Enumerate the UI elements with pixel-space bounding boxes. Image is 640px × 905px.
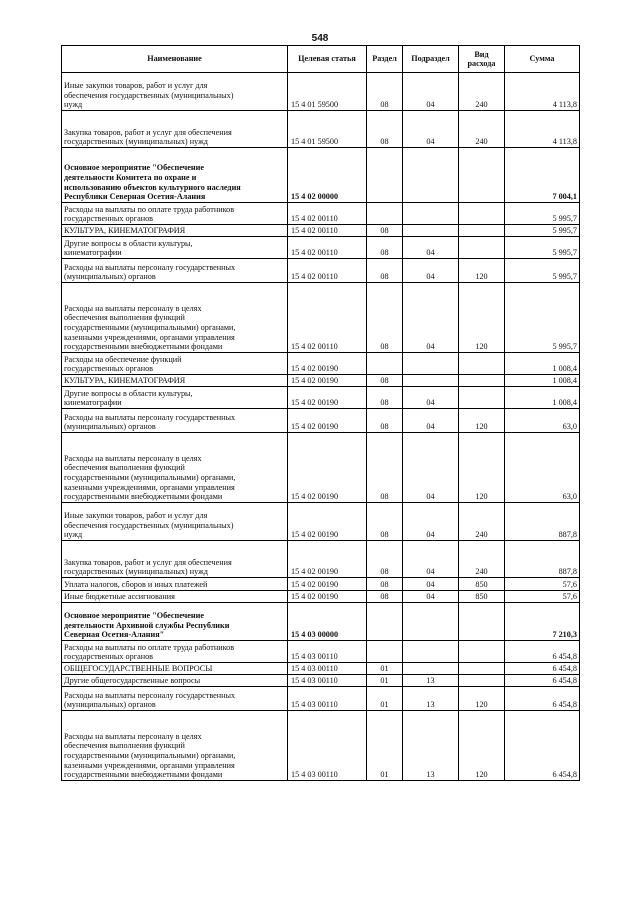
row-target-article-cell: 15 4 02 00190 — [288, 409, 367, 433]
row-name-cell: Расходы на выплаты персоналу в целях обеспечения выполнения функций государственными (муниципальными) органами, казенными учреждениями, органами управления государственными внебюджетными фондами — [62, 283, 288, 353]
row-target-article-cell: 15 4 02 00190 — [288, 353, 367, 375]
row-subsection-cell: 04 — [403, 433, 459, 503]
row-expense-type-cell — [459, 675, 505, 687]
row-target-article-cell: 15 4 01 59500 — [288, 73, 367, 111]
row-subsection-cell: 13 — [403, 675, 459, 687]
row-target-article-cell: 15 4 03 00110 — [288, 641, 367, 663]
row-sum-cell: 1 008,4 — [505, 387, 580, 409]
row-subsection-cell — [403, 375, 459, 387]
table-row — [62, 687, 580, 711]
row-subsection-cell: 04 — [403, 73, 459, 111]
row-section-cell — [367, 203, 403, 225]
row-target-article-cell: 15 4 02 00190 — [288, 541, 367, 578]
row-expense-type-cell: 850 — [459, 578, 505, 591]
row-subsection-cell: 04 — [403, 503, 459, 541]
table-row — [62, 225, 580, 237]
table-row — [62, 541, 580, 578]
row-name-cell: Уплата налогов, сборов и иных платежей — [62, 578, 288, 591]
table-row — [62, 641, 580, 663]
row-expense-type-cell — [459, 203, 505, 225]
row-sum-cell: 1 008,4 — [505, 375, 580, 387]
row-expense-type-cell — [459, 375, 505, 387]
row-name-cell: Другие вопросы в области культуры, кинематографии — [62, 237, 288, 259]
row-sum-cell: 5 995,7 — [505, 225, 580, 237]
row-section-cell: 08 — [367, 237, 403, 259]
row-name-cell: Расходы на выплаты персоналу государственных (муниципальных) органов — [62, 687, 288, 711]
row-subsection-cell: 04 — [403, 387, 459, 409]
row-expense-type-cell: 120 — [459, 283, 505, 353]
row-subsection-cell: 04 — [403, 591, 459, 603]
row-expense-type-cell — [459, 237, 505, 259]
table-row — [62, 375, 580, 387]
row-section-cell: 08 — [367, 409, 403, 433]
header-target-article: Целевая статья — [288, 46, 367, 73]
row-expense-type-cell — [459, 603, 505, 641]
row-target-article-cell: 15 4 02 00190 — [288, 433, 367, 503]
row-subsection-cell — [403, 663, 459, 675]
row-name-cell: КУЛЬТУРА, КИНЕМАТОГРАФИЯ — [62, 225, 288, 237]
row-target-article-cell: 15 4 02 00190 — [288, 387, 367, 409]
row-name-cell: Основное мероприятие "Обеспечение деятельности Комитета по охране и использованию объектов культурного наследия Республики Северная Осетия-Алания — [62, 148, 288, 203]
row-sum-cell: 57,6 — [505, 578, 580, 591]
table-row — [62, 111, 580, 148]
row-section-cell: 08 — [367, 541, 403, 578]
row-subsection-cell — [403, 603, 459, 641]
row-expense-type-cell: 120 — [459, 409, 505, 433]
row-target-article-cell: 15 4 03 00110 — [288, 663, 367, 675]
table-row — [62, 73, 580, 111]
row-target-article-cell: 15 4 01 59500 — [288, 111, 367, 148]
budget-table — [61, 45, 580, 781]
row-target-article-cell: 15 4 02 00110 — [288, 283, 367, 353]
row-name-cell: Другие вопросы в области культуры, кинематографии — [62, 387, 288, 409]
row-section-cell: 01 — [367, 663, 403, 675]
row-name-cell: Расходы на выплаты персоналу в целях обеспечения выполнения функций государственными (муниципальными) органами, казенными учреждениями, органами управления государственными внебюджетными фондами — [62, 711, 288, 781]
row-name-cell: Расходы на выплаты по оплате труда работников государственных органов — [62, 203, 288, 225]
header-subsection: Подраздел — [403, 46, 459, 73]
table-row — [62, 237, 580, 259]
row-section-cell: 08 — [367, 375, 403, 387]
row-name-cell: Расходы на выплаты персоналу государственных (муниципальных) органов — [62, 259, 288, 283]
row-subsection-cell — [403, 641, 459, 663]
row-section-cell — [367, 603, 403, 641]
row-subsection-cell — [403, 148, 459, 203]
row-target-article-cell: 15 4 02 00110 — [288, 203, 367, 225]
row-section-cell — [367, 148, 403, 203]
row-section-cell — [367, 353, 403, 375]
row-subsection-cell: 04 — [403, 259, 459, 283]
row-target-article-cell: 15 4 03 00110 — [288, 675, 367, 687]
table-row — [62, 433, 580, 503]
row-name-cell: Основное мероприятие "Обеспечение деятельности Архивной службы Республики Северная Осетия-Алания" — [62, 603, 288, 641]
table-row — [62, 663, 580, 675]
row-sum-cell: 5 995,7 — [505, 237, 580, 259]
row-section-cell: 08 — [367, 259, 403, 283]
row-sum-cell: 63,0 — [505, 409, 580, 433]
table-row — [62, 603, 580, 641]
row-sum-cell: 6 454,8 — [505, 711, 580, 781]
row-name-cell: Расходы на обеспечение функций государственных органов — [62, 353, 288, 375]
header-name: Наименование — [62, 46, 288, 73]
table-row — [62, 711, 580, 781]
row-target-article-cell: 15 4 02 00110 — [288, 225, 367, 237]
row-name-cell: Иные закупки товаров, работ и услуг для обеспечения государственных (муниципальных) нужд — [62, 503, 288, 541]
row-expense-type-cell: 240 — [459, 73, 505, 111]
row-name-cell: Иные бюджетные ассигнования — [62, 591, 288, 603]
row-name-cell: Расходы на выплаты персоналу в целях обеспечения выполнения функций государственными (муниципальными) органами, казенными учреждениями, органами управления государственными внебюджетными фондами — [62, 433, 288, 503]
row-section-cell: 08 — [367, 283, 403, 353]
row-target-article-cell: 15 4 02 00190 — [288, 578, 367, 591]
row-target-article-cell: 15 4 03 00110 — [288, 711, 367, 781]
row-section-cell: 08 — [367, 503, 403, 541]
table-row — [62, 283, 580, 353]
row-target-article-cell: 15 4 03 00000 — [288, 603, 367, 641]
row-name-cell: Закупка товаров, работ и услуг для обеспечения государственных (муниципальных) нужд — [62, 111, 288, 148]
row-subsection-cell: 04 — [403, 578, 459, 591]
row-sum-cell: 63,0 — [505, 433, 580, 503]
row-section-cell — [367, 641, 403, 663]
row-section-cell: 08 — [367, 433, 403, 503]
row-section-cell: 08 — [367, 578, 403, 591]
table-row — [62, 203, 580, 225]
row-expense-type-cell: 120 — [459, 711, 505, 781]
row-expense-type-cell: 240 — [459, 541, 505, 578]
row-subsection-cell: 13 — [403, 687, 459, 711]
row-sum-cell: 4 113,8 — [505, 111, 580, 148]
row-name-cell: Расходы на выплаты по оплате труда работников государственных органов — [62, 641, 288, 663]
row-subsection-cell: 04 — [403, 541, 459, 578]
row-expense-type-cell — [459, 663, 505, 675]
row-target-article-cell: 15 4 02 00190 — [288, 503, 367, 541]
row-section-cell: 01 — [367, 687, 403, 711]
row-expense-type-cell: 120 — [459, 687, 505, 711]
header-expense-type: Вид расхода — [459, 46, 505, 73]
row-sum-cell: 1 008,4 — [505, 353, 580, 375]
row-name-cell: Иные закупки товаров, работ и услуг для обеспечения государственных (муниципальных) нужд — [62, 73, 288, 111]
row-sum-cell: 6 454,8 — [505, 641, 580, 663]
row-subsection-cell — [403, 203, 459, 225]
row-target-article-cell: 15 4 02 00190 — [288, 591, 367, 603]
row-expense-type-cell — [459, 387, 505, 409]
table-row — [62, 353, 580, 375]
row-expense-type-cell — [459, 148, 505, 203]
row-section-cell: 08 — [367, 225, 403, 237]
row-section-cell: 08 — [367, 387, 403, 409]
row-sum-cell: 5 995,7 — [505, 203, 580, 225]
row-subsection-cell: 04 — [403, 111, 459, 148]
row-subsection-cell: 04 — [403, 409, 459, 433]
row-section-cell: 08 — [367, 73, 403, 111]
row-target-article-cell: 15 4 02 00110 — [288, 237, 367, 259]
row-sum-cell: 6 454,8 — [505, 687, 580, 711]
row-expense-type-cell — [459, 641, 505, 663]
row-sum-cell: 7 210,3 — [505, 603, 580, 641]
row-subsection-cell: 04 — [403, 237, 459, 259]
row-sum-cell: 6 454,8 — [505, 675, 580, 687]
table-row — [62, 591, 580, 603]
page-number: 548 — [311, 33, 329, 44]
row-section-cell: 08 — [367, 591, 403, 603]
table-row — [62, 409, 580, 433]
row-expense-type-cell — [459, 225, 505, 237]
row-name-cell: КУЛЬТУРА, КИНЕМАТОГРАФИЯ — [62, 375, 288, 387]
table-row — [62, 675, 580, 687]
row-name-cell: Закупка товаров, работ и услуг для обеспечения государственных (муниципальных) нужд — [62, 541, 288, 578]
row-subsection-cell: 13 — [403, 711, 459, 781]
table-header-row — [62, 46, 580, 73]
row-expense-type-cell — [459, 353, 505, 375]
row-expense-type-cell: 240 — [459, 111, 505, 148]
row-sum-cell: 5 995,7 — [505, 259, 580, 283]
row-sum-cell: 57,6 — [505, 591, 580, 603]
row-subsection-cell: 04 — [403, 283, 459, 353]
row-section-cell: 01 — [367, 711, 403, 781]
row-section-cell: 01 — [367, 675, 403, 687]
header-section: Раздел — [367, 46, 403, 73]
row-expense-type-cell: 850 — [459, 591, 505, 603]
row-target-article-cell: 15 4 02 00000 — [288, 148, 367, 203]
row-section-cell: 08 — [367, 111, 403, 148]
row-target-article-cell: 15 4 02 00190 — [288, 375, 367, 387]
table-row — [62, 578, 580, 591]
row-target-article-cell: 15 4 02 00110 — [288, 259, 367, 283]
row-sum-cell: 4 113,8 — [505, 73, 580, 111]
row-sum-cell: 5 995,7 — [505, 283, 580, 353]
row-expense-type-cell: 120 — [459, 433, 505, 503]
row-name-cell: Расходы на выплаты персоналу государственных (муниципальных) органов — [62, 409, 288, 433]
row-sum-cell: 7 004,1 — [505, 148, 580, 203]
row-subsection-cell — [403, 353, 459, 375]
table-row — [62, 503, 580, 541]
row-name-cell: ОБЩЕГОСУДАРСТВЕННЫЕ ВОПРОСЫ — [62, 663, 288, 675]
row-target-article-cell: 15 4 03 00110 — [288, 687, 367, 711]
table-row — [62, 387, 580, 409]
table-row — [62, 259, 580, 283]
row-sum-cell: 887,8 — [505, 541, 580, 578]
table-row — [62, 148, 580, 203]
row-name-cell: Другие общегосударственные вопросы — [62, 675, 288, 687]
header-sum: Сумма — [505, 46, 580, 73]
row-subsection-cell — [403, 225, 459, 237]
row-sum-cell: 6 454,8 — [505, 663, 580, 675]
row-sum-cell: 887,8 — [505, 503, 580, 541]
row-expense-type-cell: 240 — [459, 503, 505, 541]
row-expense-type-cell: 120 — [459, 259, 505, 283]
